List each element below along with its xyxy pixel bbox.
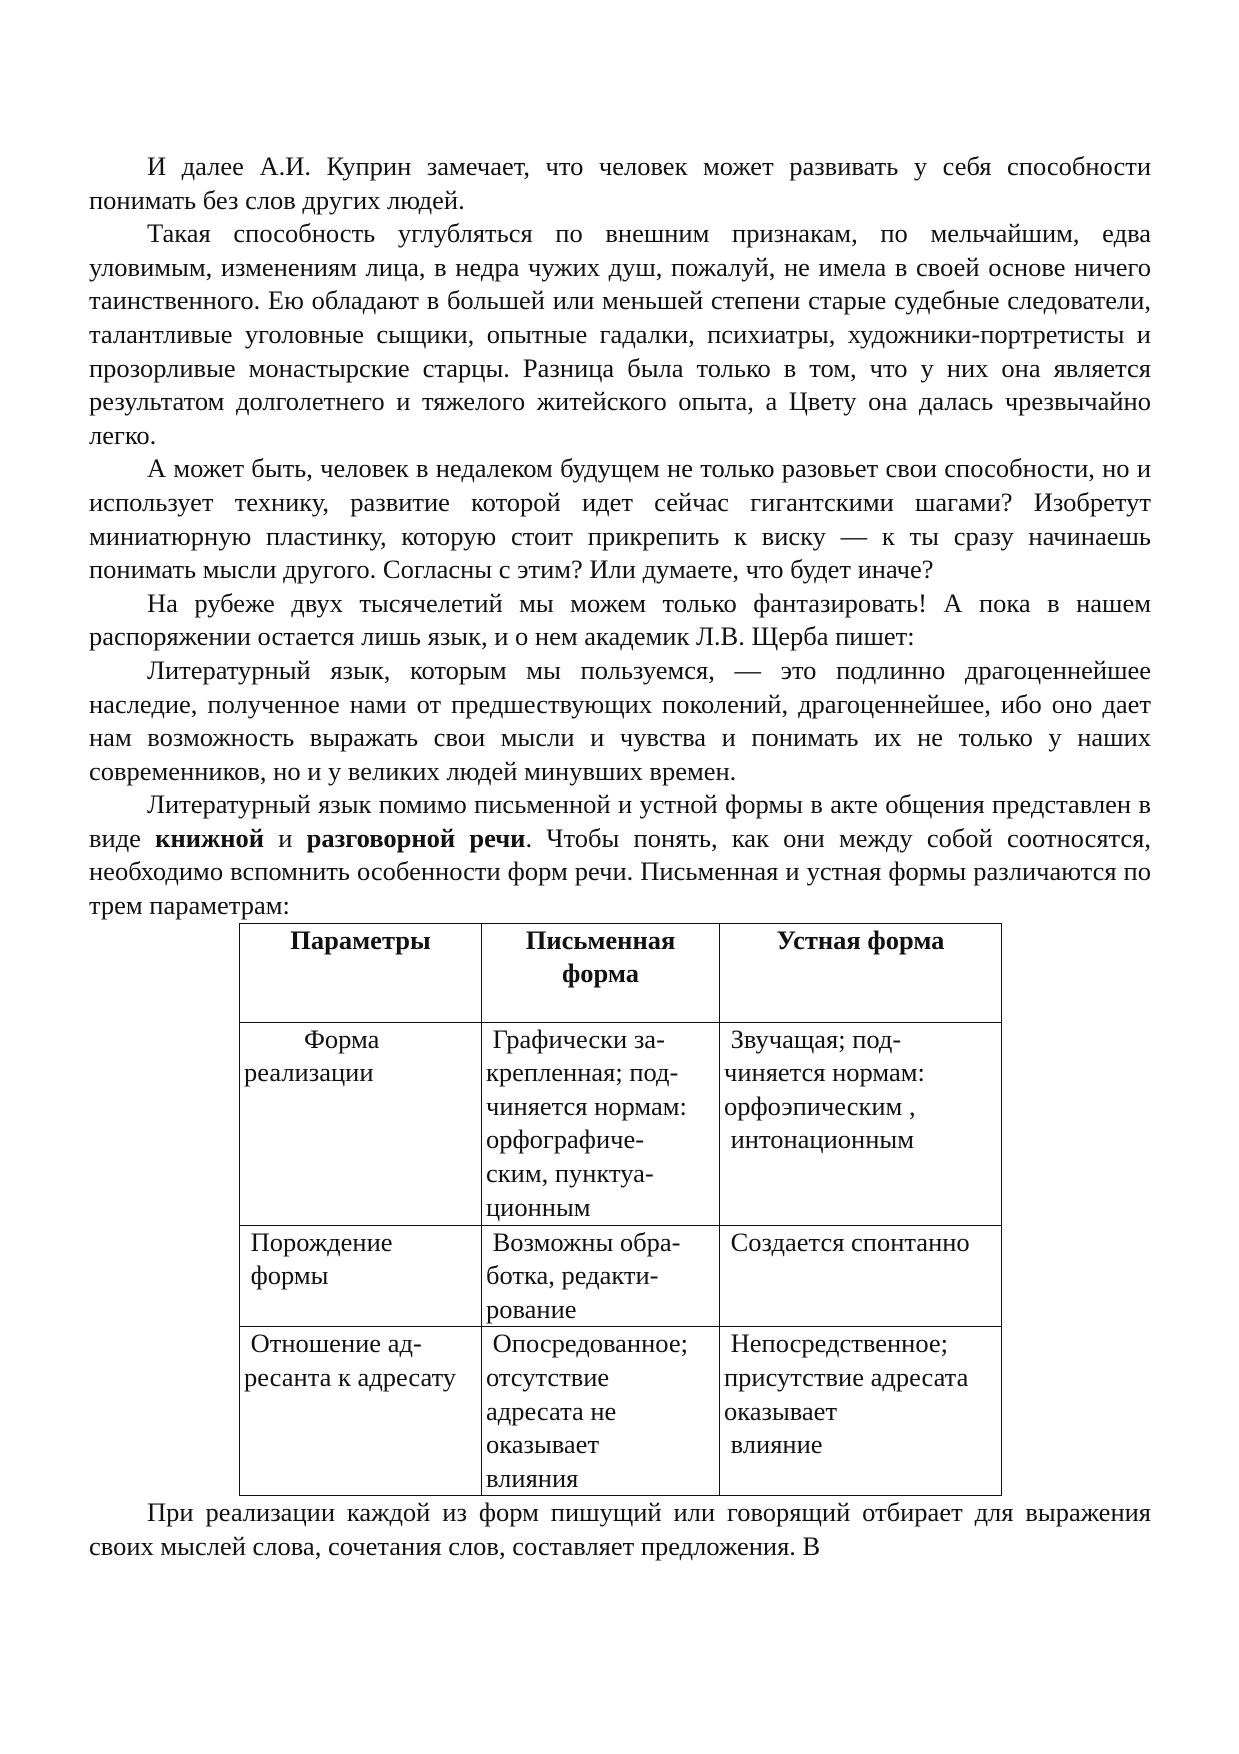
table-header-row <box>240 923 1002 1022</box>
cell-written: Возможны обра- ботка, редакти- рование <box>482 1225 720 1327</box>
cell-parameter: Форма реализации <box>240 1022 482 1225</box>
table-row <box>240 1225 1002 1327</box>
paragraph-forms-of-speech: Литературный язык помимо письменной и устной формы в акте общения представлен в виде книжной и разговорной речи. Чтобы понять, как они между собой соотносятся, необходимо вспомнить особенности форм речи. Письменная и устная формы различаются по трем параметрам: <box>89 789 1151 921</box>
table-row <box>240 1022 1002 1225</box>
cell-oral: Звучащая; под- чиняется нормам: орфоэпическим , интонационным <box>720 1022 1002 1225</box>
cell-parameter: Отношение ад- ресанта к адресату <box>240 1327 482 1496</box>
paragraph-future-tech: А может быть, человек в недалеком будущем не только разовьет свои способности, но и использует технику, развитие которой идет сейчас гигантскими шагами? Изобретут миниатюрную пластинку, которую стоит прикрепить к виску — к ты сразу начинаешь понимать мысли другого. Согласны с этим? Или думаете, что будет иначе? <box>89 453 1151 585</box>
paragraph-quote-tsvet: Такая способность углубляться по внешним признакам, по мельчайшим, едва уловимым, изменениям лица, в недра чужих душ, пожалуй, не имела в своей основе ничего таинственного. Ею обладают в большей или меньшей степени старые судебные следователи, талантливые уголовные сыщики, опытные гадалки, психиатры, художники-портретисты и прозорливые монастырские старцы. Разница была только в том, что у них она является результатом долголетнего и тяжелого житейского опыта, а Цвету она далась чрезвычайно легко. <box>89 218 1151 450</box>
parameters-table <box>239 923 1002 1497</box>
cell-written: Графически за- крепленная; под- чиняется нормам: орфографиче- ским, пунктуа- ционным <box>482 1022 720 1225</box>
paragraph-word-selection: При реализации каждой из форм пишущий или говорящий отбирает для выражения своих мыслей слова, сочетания слов, составляет предложения. В <box>89 1497 1151 1562</box>
term-bookish: книжной <box>155 822 264 853</box>
paragraph-two-millennia: На рубеже двух тысячелетий мы можем только фантазировать! А пока в нашем распоряжении остается лишь язык, и о нем академик Л.В. Щерба пишет: <box>89 587 1151 652</box>
cell-oral: Непосредственное; присутствие адресата оказывает влияние <box>720 1327 1002 1496</box>
header-parameters: Параметры <box>240 923 482 1022</box>
cell-written: Опосредованное; отсутствие адресата не оказывает влияния <box>482 1327 720 1496</box>
table-row <box>240 1327 1002 1496</box>
document-page <box>89 150 1151 1564</box>
paragraph-shcherba-quote: Литературный язык, которым мы пользуемся, — это подлинно драгоценнейшее наследие, полученное нами от предшествующих поколений, драгоценнейшее, ибо оно дает нам возможность выражать свои мысли и чувства и понимать их не только у наших современников, но и у великих людей минувших времен. <box>89 654 1151 786</box>
cell-parameter: Порождение формы <box>240 1225 482 1327</box>
header-written-form: Письменная форма <box>482 923 720 1022</box>
cell-oral: Создается спонтанно <box>720 1225 1002 1327</box>
term-colloquial-speech: разговорной речи <box>306 822 526 853</box>
paragraph-kuprin-intro: И далее А.И. Куприн замечает, что человек может развивать у себя способности понимать без слов других людей. <box>89 151 1151 215</box>
header-oral-form: Устная форма <box>720 923 1002 1022</box>
